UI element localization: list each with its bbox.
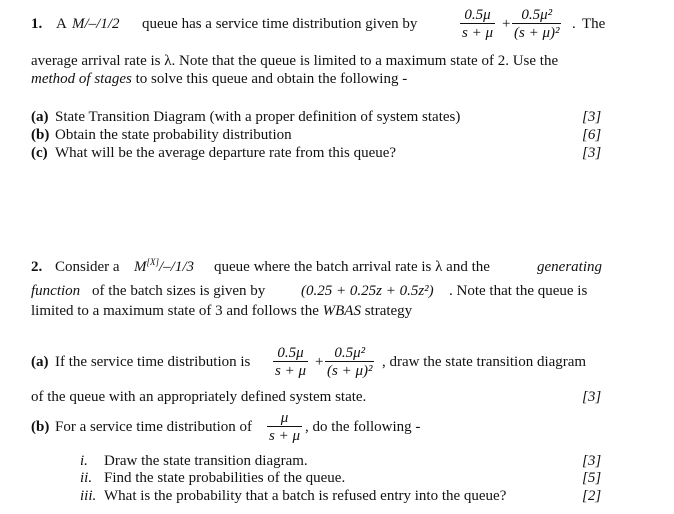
q2-number: 2. [31,259,43,275]
q1-intro-text: queue has a service time distribution given by [142,16,418,32]
q2-formula-b: $\frac{\mu}{s + \mu}$ [269,410,300,444]
q2-part-a-marks: [3] [582,389,602,405]
q1-line2: average arrival rate is λ. Note that the queue is limited to a maximum state of 2. Use the [31,53,559,69]
q2-subpart-i-marks: [3] [582,453,602,469]
q2-subpart-ii-marks: [5] [582,470,602,486]
q2-line3: limited to a maximum state of 3 and follows the WBAS strategy [31,303,413,319]
q2-queue-notation: M[X]/–/1/3 [134,257,195,275]
q1-queue-notation: M/–/1/2 [72,16,120,32]
q2-formula-term1: $\frac{0.5\mu}{s + \mu}$ [275,345,306,379]
q1-part-c-marks: [3] [582,145,602,161]
q2-formula-term2: $\frac{\text{0.5μ²}}{\text{(s + μ)²}}$ [327,345,373,379]
q1-part-b-marks: [6] [582,127,602,143]
q1-the: The [582,16,606,32]
q1-formula-end: . [572,16,576,32]
q1-lead: A [56,16,67,32]
q1-formula-term2: $\frac{\text{0.5μ²}}{\text{(s + μ)²}}$ [514,7,560,41]
q1-number: 1. [31,16,43,32]
q1-part-a-marks: [3] [582,109,602,125]
q2-generating-function: (0.25 + 0.25z + 0.5z²) [301,283,434,299]
q2-subpart-iii-marks: [2] [582,488,602,504]
q1-formula-plus: + [502,16,511,32]
q1-formula-term1: $\frac{0.5\mu}{s + \mu}$ [462,7,493,41]
q1-line3: method of stages to solve this queue and obtain the following - [31,71,408,87]
